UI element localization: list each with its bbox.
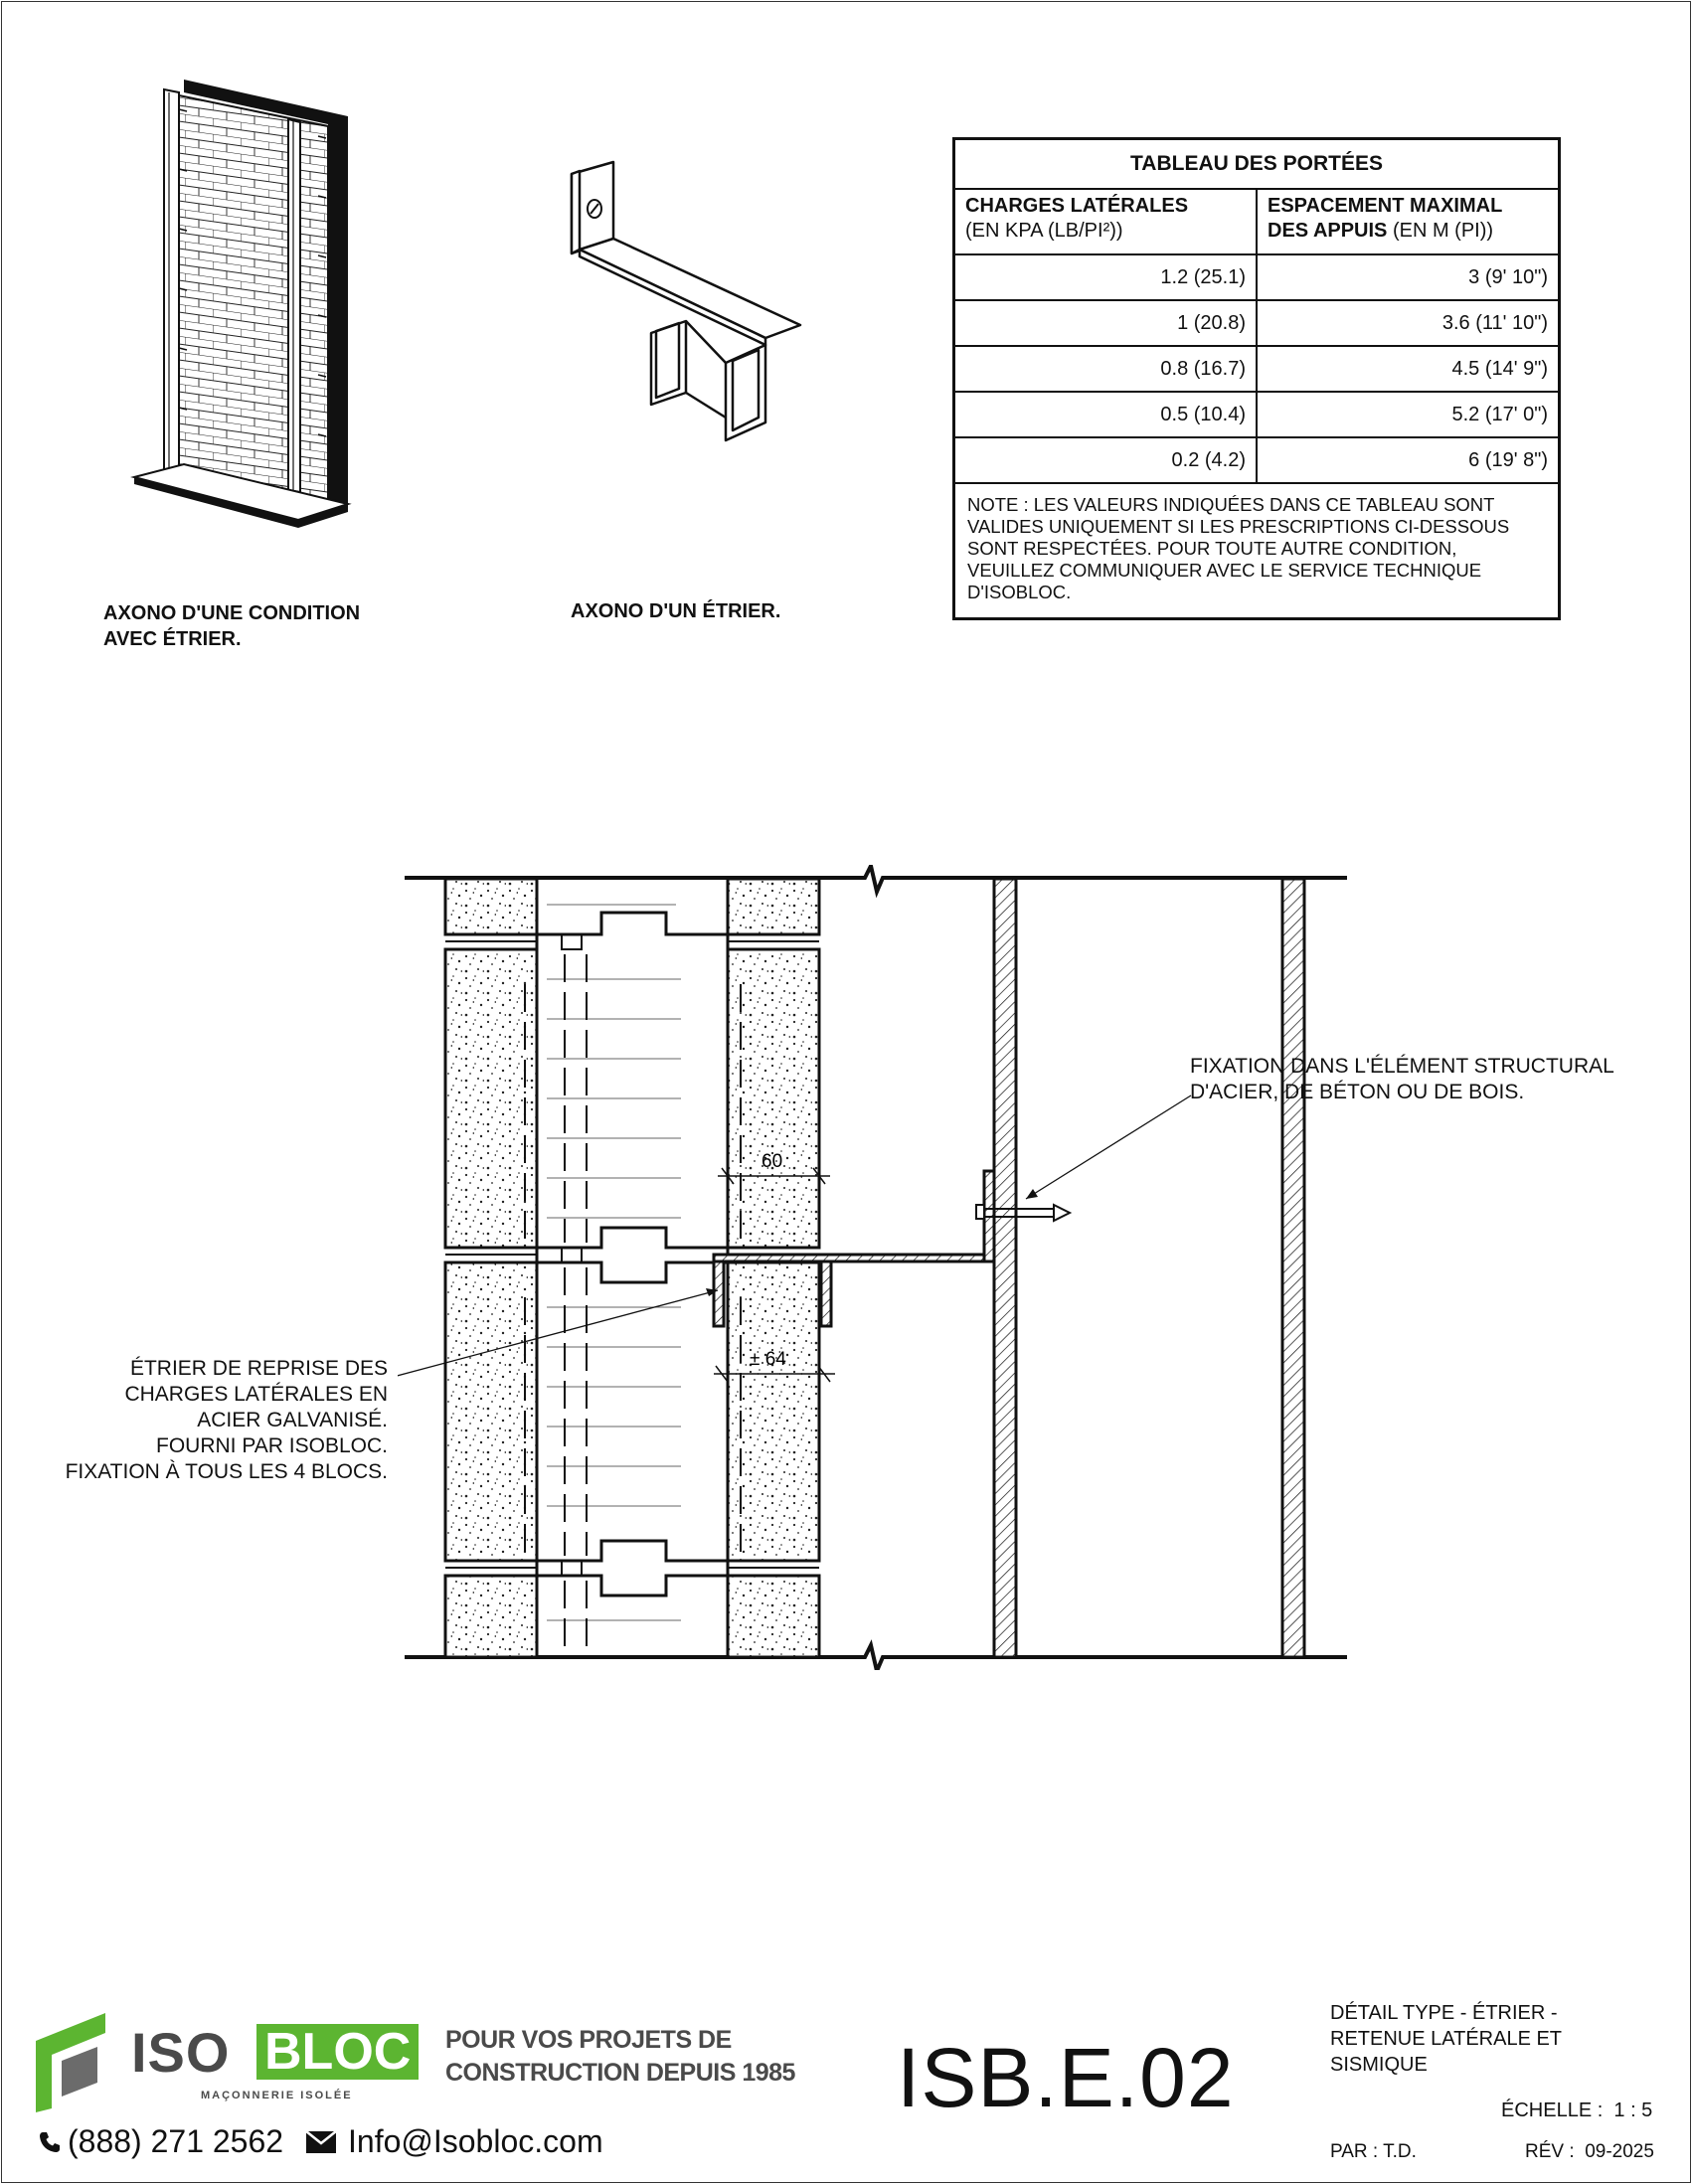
axono-wall-drawing bbox=[129, 75, 358, 532]
dim-60: 60 bbox=[761, 1151, 783, 1172]
drawing-title: DÉTAIL TYPE - ÉTRIER - RETENUE LATÉRALE ET SISMIQUE bbox=[1330, 2002, 1563, 2076]
brand-iso: ISO bbox=[131, 2021, 231, 2084]
brand-tagline: MAÇONNERIE ISOLÉE bbox=[201, 2090, 353, 2101]
drawing-number: ISB.E.02 bbox=[897, 2031, 1235, 2124]
slogan: POUR VOS PROJETS DE CONSTRUCTION DEPUIS 1985 bbox=[445, 2026, 795, 2087]
phone-icon bbox=[38, 2130, 62, 2154]
phone-number[interactable]: (888) 271 2562 bbox=[68, 2123, 284, 2159]
label-fixation: FIXATION DANS L'ÉLÉMENT STRUCTURAL D'ACIER, DE BÉTON OU DE BOIS. bbox=[1190, 1055, 1614, 1103]
caption-axono-etrier: AXONO D'UN ÉTRIER. bbox=[571, 600, 781, 622]
table-row: 1.2 (25.1) 3 (9' 10") bbox=[954, 254, 1560, 300]
table-row: 0.5 (10.4) 5.2 (17' 0") bbox=[954, 392, 1560, 437]
caption-axono-condition: AXONO D'UNE CONDITION AVEC ÉTRIER. bbox=[103, 602, 361, 650]
drawn-by: PAR : T.D. bbox=[1330, 2141, 1417, 2162]
table-header-charges: CHARGES LATÉRALES (EN KPA (LB/PI²)) bbox=[954, 189, 1258, 254]
table-row: 1 (20.8) 3.6 (11' 10") bbox=[954, 300, 1560, 346]
stud-left bbox=[994, 879, 1016, 1657]
axono-bracket-drawing bbox=[562, 154, 820, 452]
span-table bbox=[952, 137, 1561, 620]
revision: RÉV : 09-2025 bbox=[1525, 2141, 1654, 2162]
table-title: TABLEAU DES PORTÉES bbox=[954, 139, 1560, 190]
label-etrier: ÉTRIER DE REPRISE DES CHARGES LATÉRALES EN ACIER GALVANISÉ. FOURNI PAR ISOBLOC. FIXATION À TOUS LES 4 BLOCS. bbox=[65, 1357, 388, 1483]
table-row: 0.8 (16.7) 4.5 (14' 9") bbox=[954, 346, 1560, 392]
stud-right bbox=[1282, 879, 1304, 1657]
brand-bloc: BLOC bbox=[256, 2024, 419, 2080]
email-link[interactable]: Info@Isobloc.com bbox=[348, 2123, 603, 2159]
table-row: 0.2 (4.2) 6 (19' 8") bbox=[954, 437, 1560, 483]
table-note: NOTE : LES VALEURS INDIQUÉES DANS CE TABLEAU SONT VALIDES UNIQUEMENT SI LES PRESCRIPTIONS CI-DESSOUS SONT RESPECTÉES. POUR TOUTE AUTRE CONDITION, VEUILLEZ COMMUNIQUER AVEC LE SERVICE TECHNIQUE D'ISOBLOC. bbox=[954, 483, 1560, 619]
isobloc-logo-mark bbox=[36, 2013, 115, 2112]
email-icon bbox=[306, 2131, 336, 2153]
scale: ÉCHELLE : 1 : 5 bbox=[1501, 2100, 1653, 2121]
section-drawing bbox=[398, 865, 1372, 1670]
dim-64: ± 64 bbox=[750, 1349, 786, 1370]
table-header-espacement: ESPACEMENT MAXIMAL DES APPUIS (EN M (PI)) bbox=[1257, 189, 1560, 254]
